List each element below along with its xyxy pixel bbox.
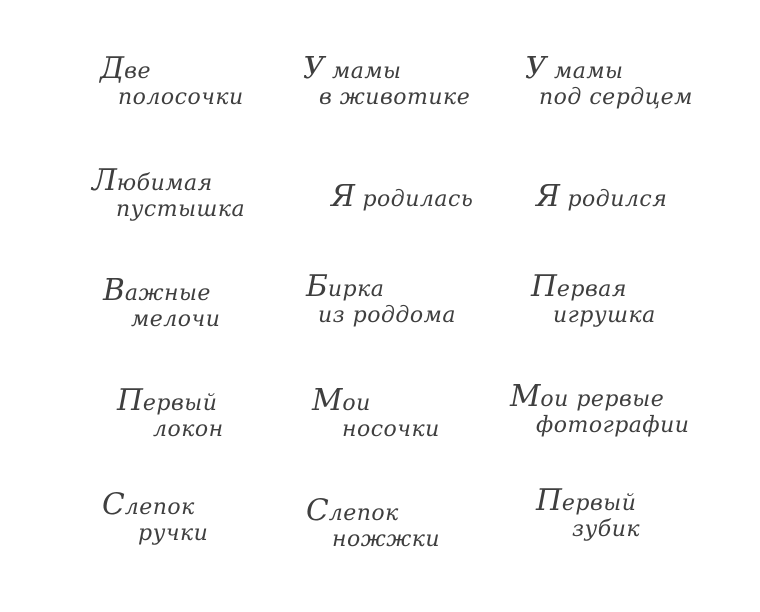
caption-vazhnye-melochi bbox=[103, 273, 221, 333]
caption-ya-rodilas bbox=[331, 179, 474, 214]
caption-line: Мои рервые bbox=[510, 379, 665, 414]
caption-line: игрушка bbox=[553, 303, 656, 328]
caption-pervyj-lokon bbox=[117, 383, 224, 443]
caption-line: в животике bbox=[319, 85, 471, 110]
caption-line: мелочи bbox=[131, 307, 221, 332]
caption-line: Я родился bbox=[536, 179, 668, 214]
caption-line: Важные bbox=[103, 273, 211, 308]
caption-line: ручки bbox=[138, 521, 209, 546]
caption-slepok-nozhki bbox=[306, 493, 441, 553]
caption-line: зубик bbox=[572, 517, 640, 542]
caption-line: Слепок bbox=[306, 493, 399, 528]
caption-line: локон bbox=[153, 417, 224, 442]
caption-line: Мои bbox=[312, 383, 371, 418]
caption-moi-nosochki bbox=[312, 383, 440, 443]
caption-slepok-ruchki bbox=[102, 487, 209, 547]
caption-ya-rodilsya bbox=[536, 179, 668, 214]
caption-dve-polosochki bbox=[100, 51, 244, 111]
caption-line: Первый bbox=[117, 383, 218, 418]
caption-pervyj-zubik bbox=[536, 483, 640, 543]
caption-u-mamy-pod-serdcem bbox=[525, 51, 693, 111]
caption-pervaya-igrushka bbox=[531, 269, 656, 329]
caption-line: У мамы bbox=[525, 51, 624, 86]
caption-line: Первый bbox=[536, 483, 637, 518]
caption-line: фотографии bbox=[536, 413, 690, 438]
caption-line: полосочки bbox=[118, 85, 244, 110]
caption-line: Две bbox=[100, 51, 151, 86]
caption-lyubimaya-pustyshka bbox=[92, 163, 246, 223]
caption-line: Первая bbox=[531, 269, 627, 304]
caption-u-mamy-v-zhivotike bbox=[303, 51, 471, 111]
caption-line: Я родилась bbox=[331, 179, 474, 214]
caption-line: Любимая bbox=[92, 163, 213, 198]
caption-line: Бирка bbox=[306, 269, 385, 304]
caption-birka-iz-roddoma bbox=[306, 269, 456, 329]
caption-line: под сердцем bbox=[539, 85, 693, 110]
caption-moi-pervye-fotografii bbox=[510, 379, 690, 439]
caption-line: пустышка bbox=[116, 197, 246, 222]
caption-line: носочки bbox=[342, 417, 440, 442]
caption-line: из роддома bbox=[318, 303, 456, 328]
caption-line: ножжки bbox=[332, 527, 441, 552]
caption-line: Слепок bbox=[102, 487, 195, 522]
caption-line: У мамы bbox=[303, 51, 402, 86]
